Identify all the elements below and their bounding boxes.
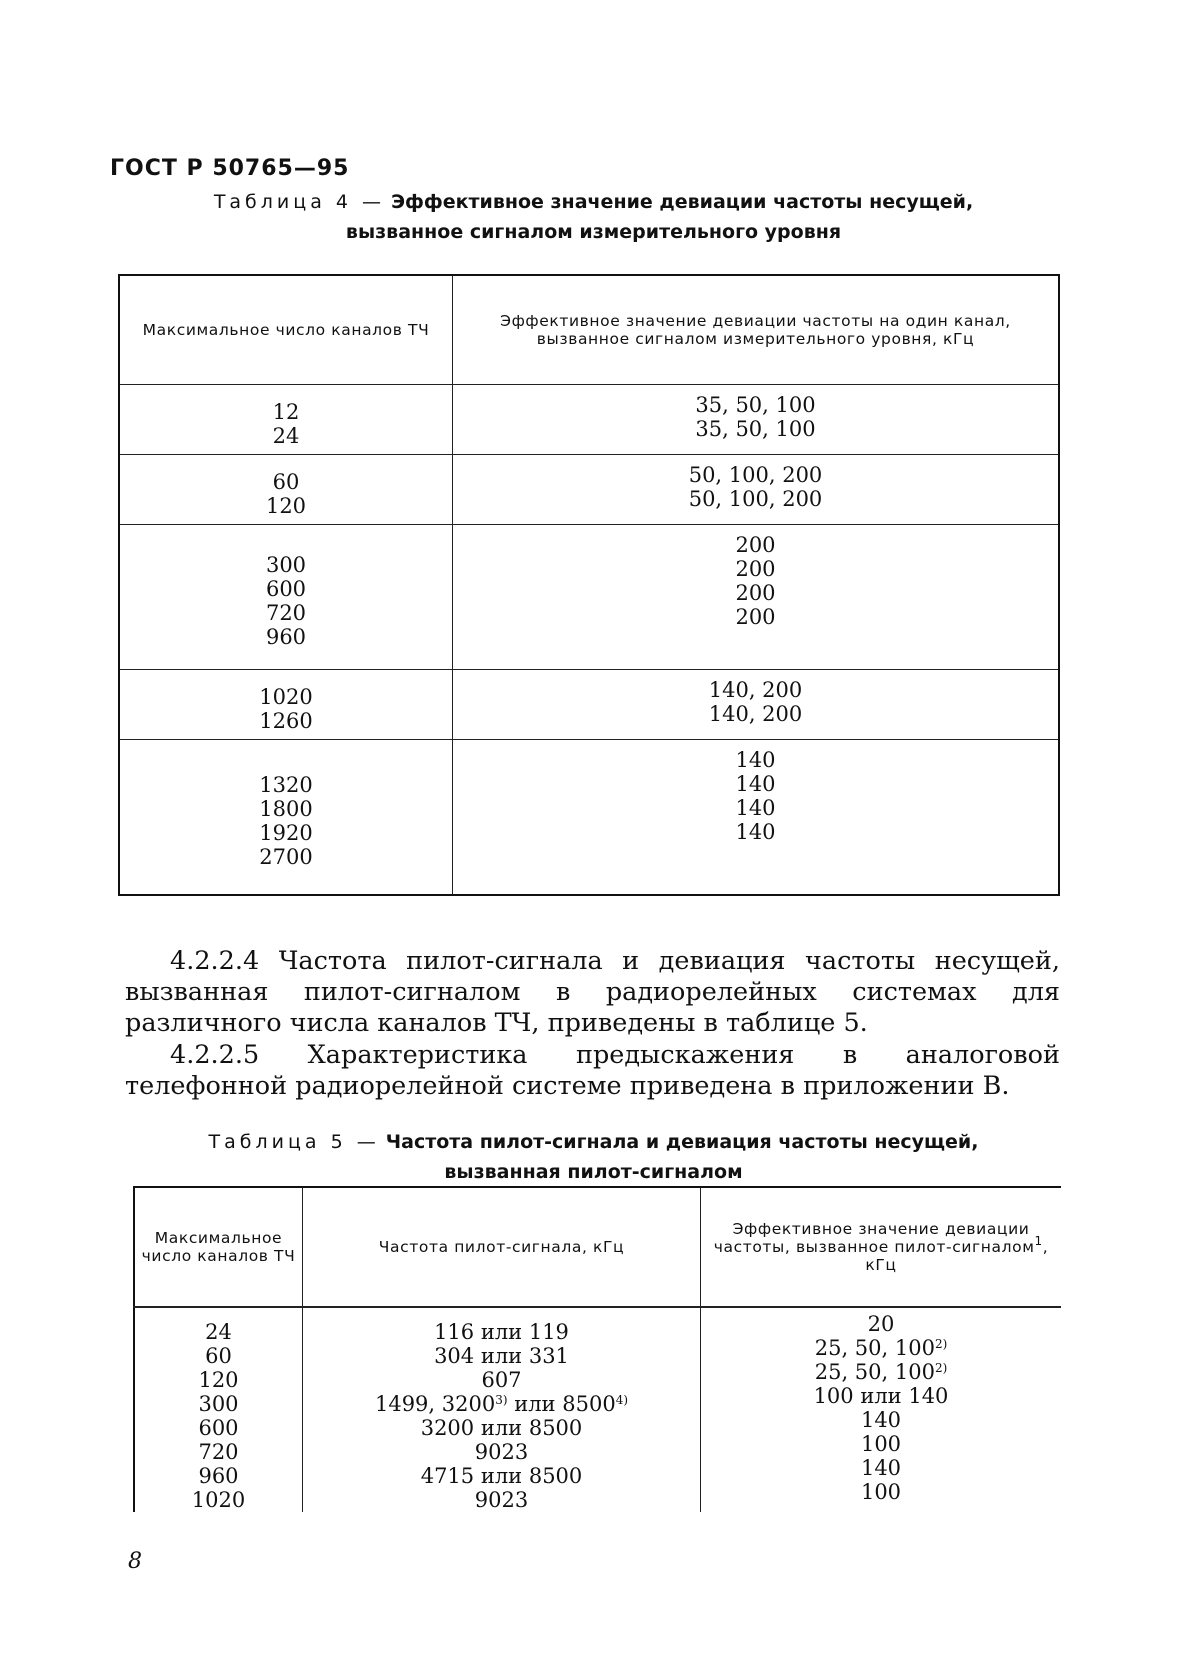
table4-row (119, 740, 1059, 895)
document-code-header: ГОСТ Р 50765—95 (110, 156, 350, 181)
table5-deviation-text: 140 (860, 1456, 902, 1480)
table4-deviation-value: 200 (735, 581, 776, 605)
table4-channel-value: 2700 (259, 844, 313, 869)
table5-channel-value: 1020 (191, 1488, 246, 1512)
table5-frequency-part: или 8500 (507, 1392, 616, 1416)
table4-deviation-value: 140 (735, 796, 776, 820)
table5-channel-value: 720 (198, 1440, 239, 1464)
table4 (118, 274, 1060, 896)
table5-frequency-part: 1499, 3200 (374, 1392, 496, 1416)
table5-col-frequency-header: Частота пилот-сигнала, кГц (303, 1187, 701, 1307)
table5-deviation-text: 100 или 140 (813, 1384, 949, 1408)
table5-deviation-text: 20 (867, 1312, 895, 1336)
page-number: 8 (128, 1549, 142, 1574)
table4-channel-value: 120 (265, 493, 307, 518)
table4-deviation-value: 140, 200 (708, 702, 803, 726)
table4-channels-cell (119, 670, 453, 740)
table5-deviation-value (707, 1384, 1055, 1408)
table4-col-deviation-header: Эффективное значение девиации частоты на один канал, вызванное сигналом измерительного уровня, кГц (453, 275, 1060, 385)
table4-channel-value: 60 (272, 469, 300, 494)
table4-row (119, 670, 1059, 740)
table5-deviation-text: 140 (860, 1408, 902, 1432)
table5-frequency-value: 607 (481, 1368, 522, 1392)
table4-channel-value: 960 (265, 625, 307, 649)
table5-deviation-text: 25, 50, 100 (814, 1360, 935, 1384)
table4-deviation-value: 140 (735, 748, 776, 772)
footnote-ref: 4) (615, 1393, 629, 1407)
footnote-ref-1: 1 (1034, 1234, 1043, 1248)
table4-deviation-cell (453, 385, 1060, 455)
table4-col-channels-header: Максимальное число каналов ТЧ (119, 275, 453, 385)
table4-channel-value: 24 (272, 423, 300, 448)
table5-title-line2: вызванная пилот-сигналом (444, 1161, 743, 1183)
table4-channel-value: 300 (265, 553, 307, 577)
table5-channels-cell (134, 1307, 303, 1512)
table4-deviation-value: 200 (735, 557, 776, 581)
table5-deviation-text: 100 (860, 1432, 902, 1456)
table4-channel-value: 1020 (259, 684, 313, 709)
table5-deviation-value (707, 1336, 1055, 1360)
table5-frequency-value (309, 1392, 694, 1416)
table4-deviation-value: 200 (735, 533, 776, 557)
table5-title-line1: Частота пилот-сигнала и девиация частоты несущей, (385, 1131, 979, 1153)
table5-caption (0, 1127, 1187, 1187)
table5-channel-value: 120 (198, 1368, 239, 1392)
table4-deviation-value: 50, 100, 200 (688, 463, 823, 487)
paragraph-4-2-2-4: 4.2.2.4 Частота пилот-сигнала и девиация частоты несущей, вызванная пилот-сигналом в радиорелейных системах для различного числа каналов ТЧ, приведены в таблице 5. (125, 946, 1060, 1038)
table4-deviation-value: 50, 100, 200 (688, 487, 823, 511)
table5-deviation-value (707, 1432, 1055, 1456)
table4-channel-value: 1800 (259, 796, 313, 821)
table5-channel-value: 24 (205, 1320, 232, 1344)
table5 (133, 1186, 1061, 1512)
table4-channels-cell (119, 385, 453, 455)
table4-deviation-cell (453, 525, 1060, 670)
table5-frequency-value: 4715 или 8500 (420, 1464, 583, 1488)
table4-deviation-value: 35, 50, 100 (695, 393, 816, 417)
paragraph-4-2-2-5: 4.2.2.5 Характеристика предыскажения в аналоговой телефонной радиорелейной системе приведена в приложении В. (125, 1040, 1060, 1101)
table4-title-line1: Эффективное значение девиации частоты несущей, (391, 191, 974, 213)
table5-channel-value: 60 (205, 1344, 232, 1368)
table5-deviation-value (707, 1360, 1055, 1384)
footnote-ref: 2) (934, 1337, 948, 1351)
table4-row (119, 455, 1059, 525)
table4-deviation-cell (453, 740, 1060, 895)
table4-channel-value: 1320 (259, 772, 313, 797)
table4-body (119, 385, 1059, 895)
table5-deviation-text: 100 (860, 1480, 902, 1504)
table4-title-line2: вызванное сигналом измерительного уровня (345, 221, 842, 243)
table5-deviation-value (707, 1312, 1055, 1336)
table4-row (119, 525, 1059, 670)
footnote-ref: 3) (495, 1393, 508, 1407)
table4-channel-value: 1920 (259, 820, 313, 845)
table5-channel-value: 300 (198, 1392, 239, 1416)
table4-channel-value: 720 (265, 601, 307, 625)
table4-label: Таблица 4 — (213, 191, 386, 213)
table5-channel-value: 960 (198, 1464, 239, 1488)
table5-frequency-value: 116 или 119 (434, 1320, 569, 1344)
table5-frequency-value: 304 или 331 (434, 1344, 569, 1368)
footnote-ref: 2) (934, 1361, 948, 1375)
table4-deviation-value: 200 (735, 605, 776, 629)
table5-frequency-cell (303, 1307, 701, 1512)
table5-col-deviation-header (701, 1187, 1062, 1307)
table4-caption (0, 187, 1187, 247)
table5-frequency-value: 3200 или 8500 (420, 1416, 583, 1440)
table4-deviation-value: 35, 50, 100 (695, 417, 816, 441)
table4-channel-value: 12 (272, 399, 300, 424)
table5-deviation-value (707, 1408, 1055, 1432)
table5-deviation-value (707, 1480, 1055, 1504)
table5-deviation-cell (701, 1307, 1062, 1512)
table5-deviation-value (707, 1456, 1055, 1480)
table5-col-deviation-header-unit: , кГц (865, 1238, 1049, 1274)
table5-frequency-value: 9023 (474, 1488, 529, 1512)
table4-deviation-value: 140 (735, 820, 776, 844)
table4-channel-value: 1260 (259, 708, 313, 733)
table4-channels-cell (119, 740, 453, 895)
table5-deviation-text: 25, 50, 100 (814, 1336, 935, 1360)
table4-channels-cell (119, 525, 453, 670)
table4-channel-value: 600 (265, 577, 307, 601)
table5-frequency-value: 9023 (474, 1440, 529, 1464)
table4-channels-cell (119, 455, 453, 525)
table5-col-deviation-header-text: Эффективное значение девиации частоты, вызванное пилот-сигналом (713, 1220, 1035, 1256)
table4-deviation-cell (453, 670, 1060, 740)
table4-deviation-value: 140, 200 (708, 678, 803, 702)
table5-col-channels-header: Максимальное число каналов ТЧ (134, 1187, 303, 1307)
table4-deviation-cell (453, 455, 1060, 525)
table5-label: Таблица 5 — (208, 1131, 380, 1153)
table4-deviation-value: 140 (735, 772, 776, 796)
table5-channel-value: 600 (198, 1416, 239, 1440)
table4-row (119, 385, 1059, 455)
